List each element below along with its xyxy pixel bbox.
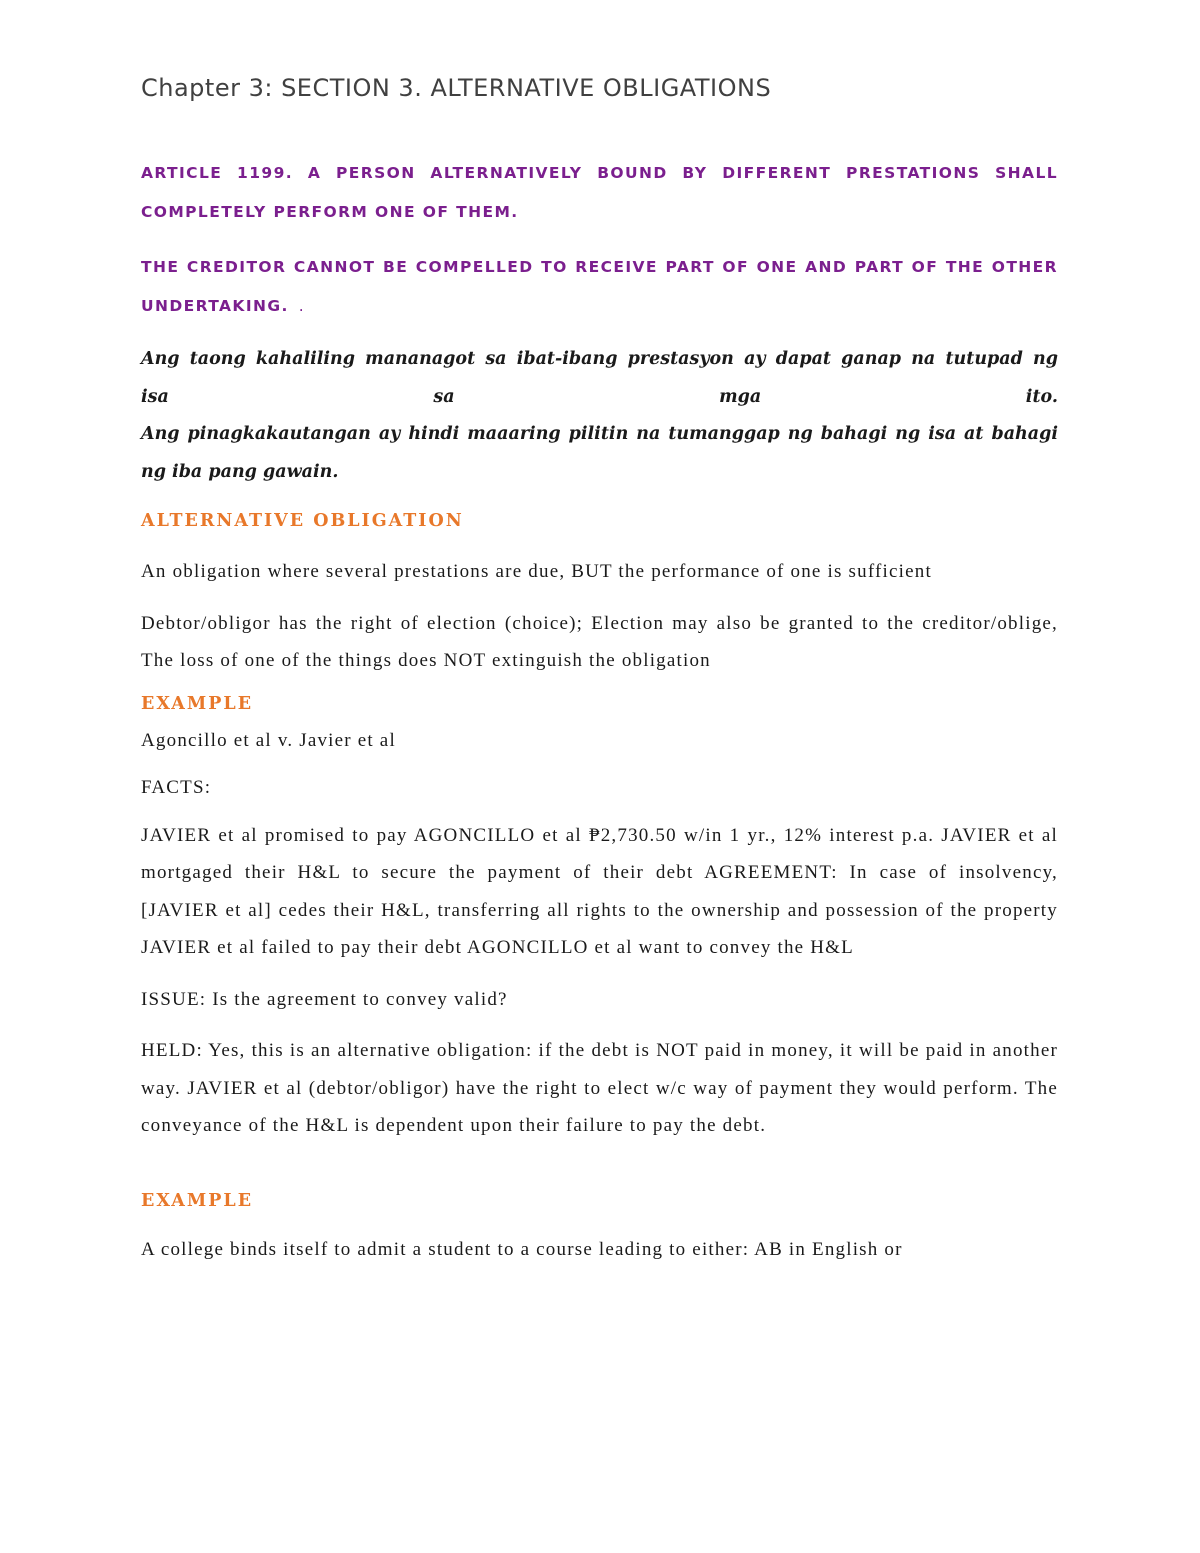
tagalog-translation xyxy=(141,341,1058,491)
article-1199-creditor-paragraph xyxy=(141,248,1058,326)
tagalog-line-1: Ang taong kahaliling mananagot sa ibat-ibang prestasyon ay dapat ganap na tutupad ng xyxy=(141,349,1058,369)
tagalog-line-2: isa sa mga ito. xyxy=(141,386,1058,407)
article-creditor-text: THE CREDITOR CANNOT BE COMPELLED TO RECEIVE PART OF ONE AND PART OF THE OTHER UNDERTAKING. xyxy=(141,258,1058,315)
heading-alternative-obligation: ALTERNATIVE OBLIGATION xyxy=(141,511,464,531)
heading-example-1: EXAMPLE xyxy=(141,693,254,714)
tagalog-line-3: Ang pinagkakautangan ay hindi maaaring pilitin na tumanggap ng bahagi ng isa at bahagi ng iba pang gawain. xyxy=(141,424,1058,482)
heading-example-2: EXAMPLE xyxy=(141,1190,254,1211)
definition-paragraph: An obligation where several prestations are due, BUT the performance of one is sufficient xyxy=(141,561,932,582)
college-example-paragraph: A college binds itself to admit a student to a course leading to either: AB in English or xyxy=(141,1238,903,1260)
facts-paragraph: JAVIER et al promised to pay AGONCILLO et al ₱2,730.50 w/in 1 yr., 12% interest p.a. JAVIER et al mortgaged their H&L to secure the payment of their debt AGREEMENT: In case of insolvency, [JAVIER et al] cedes their H&L, transferring all rights to the ownership and possession of the property JAVIER et al failed to pay their debt AGONCILLO et al want to convey the H&L xyxy=(141,824,1058,958)
held-paragraph: HELD: Yes, this is an alternative obligation: if the debt is NOT paid in money, it will be paid in another way. JAVIER et al (debtor/obligor) have the right to elect w/c way of payment they would perform. The conveyance of the H&L is dependent upon their failure to pay the debt. xyxy=(141,1040,1058,1136)
chapter-title: Chapter 3: SECTION 3. ALTERNATIVE OBLIGATIONS xyxy=(141,74,772,102)
article-1199-paragraph: ARTICLE 1199. A PERSON ALTERNATIVELY BOUND BY DIFFERENT PRESTATIONS SHALL COMPLETELY PERFORM ONE OF THEM. xyxy=(141,164,1058,221)
stray-period: . xyxy=(298,297,306,315)
document-body xyxy=(141,74,1058,1282)
issue-paragraph: ISSUE: Is the agreement to convey valid? xyxy=(141,988,508,1010)
case-name: Agoncillo et al v. Javier et al xyxy=(141,729,396,751)
election-paragraph: Debtor/obligor has the right of election (choice); Election may also be granted to the creditor/oblige, The loss of one of the things does NOT extinguish the obligation xyxy=(141,612,1058,671)
facts-label: FACTS: xyxy=(141,777,212,798)
